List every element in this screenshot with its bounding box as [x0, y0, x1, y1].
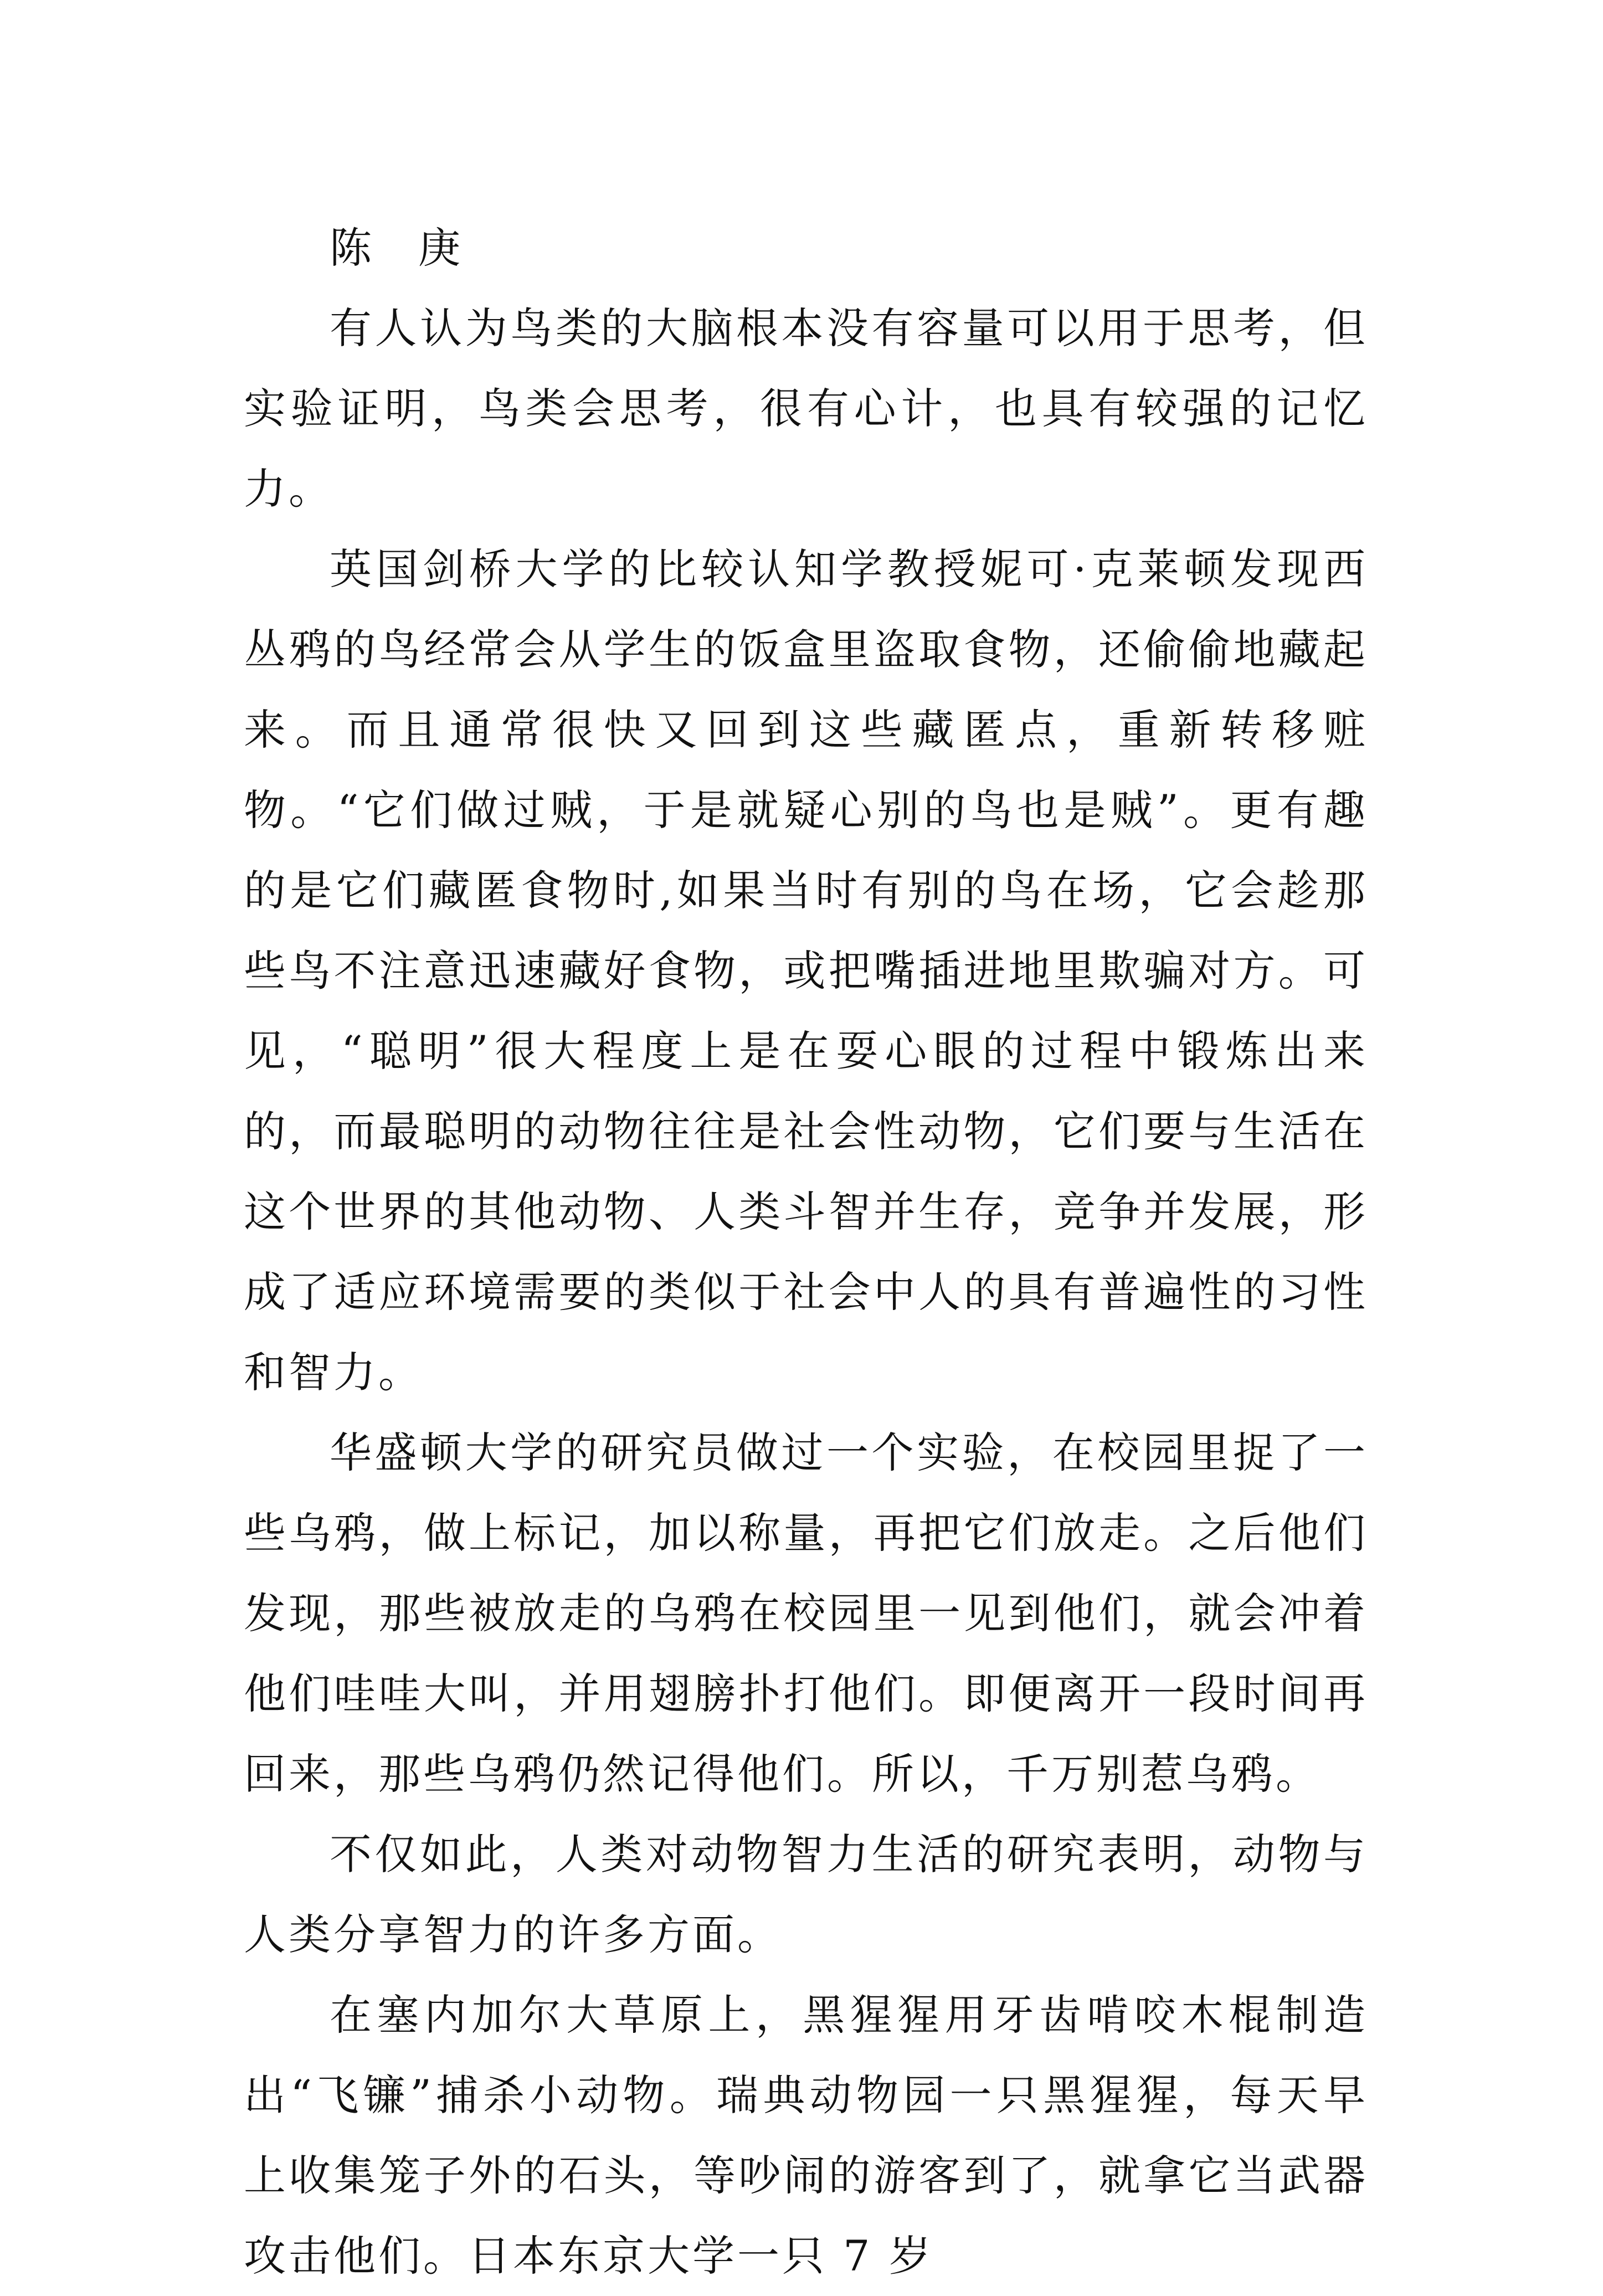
paragraph: 华盛顿大学的研究员做过一个实验，在校园里捉了一些乌鸦，做上标记，加以称量，再把它们放走。之后他们发现，那些被放走的乌鸦在校园里一见到他们，就会冲着他们哇哇大叫，并用翅膀扑打他们。即便离开一段时间再回来，那些乌鸦仍然记得他们。所以，千万别惹乌鸦。	[244, 1428, 1368, 1799]
author-name: 陈 庚	[330, 223, 477, 273]
paragraph: 英国剑桥大学的比较认知学教授妮可·克莱顿发现西丛鸦的鸟经常会从学生的饭盒里盗取食物，还偷偷地藏起来。而且通常很快又回到这些藏匿点，重新转移赃物。“它们做过贼，于是就疑心别的鸟也是贼”。更有趣的是它们藏匿食物时,如果当时有别的鸟在场，它会趁那些鸟不注意迅速藏好食物，或把嘴插进地里欺骗对方。可见，“聪明”很大程度上是在耍心眼的过程中锻炼出来的，而最聪明的动物往往是社会性动物，它们要与生活在这个世界的其他动物、人类斗智并生存，竞争并发展，形成了适应环境需要的类似于社会中人的具有普遍性的习性和智力。	[244, 545, 1368, 1397]
paragraph: 有人认为鸟类的大脑根本没有容量可以用于思考，但实验证明，鸟类会思考，很有心计，也具有较强的记忆力。	[244, 304, 1368, 513]
paragraph: 在塞内加尔大草原上，黑猩猩用牙齿啃咬木棍制造出“飞镰”捕杀小动物。瑞典动物园一只黑猩猩，每天早上收集笼子外的石头，等吵闹的游客到了，就拿它当武器攻击他们。日本东京大学一只 7 岁	[244, 1990, 1368, 2280]
article-body	[244, 208, 1368, 2296]
paragraph: 不仅如此，人类对动物智力生活的研究表明，动物与人类分享智力的许多方面。	[244, 1830, 1368, 1959]
